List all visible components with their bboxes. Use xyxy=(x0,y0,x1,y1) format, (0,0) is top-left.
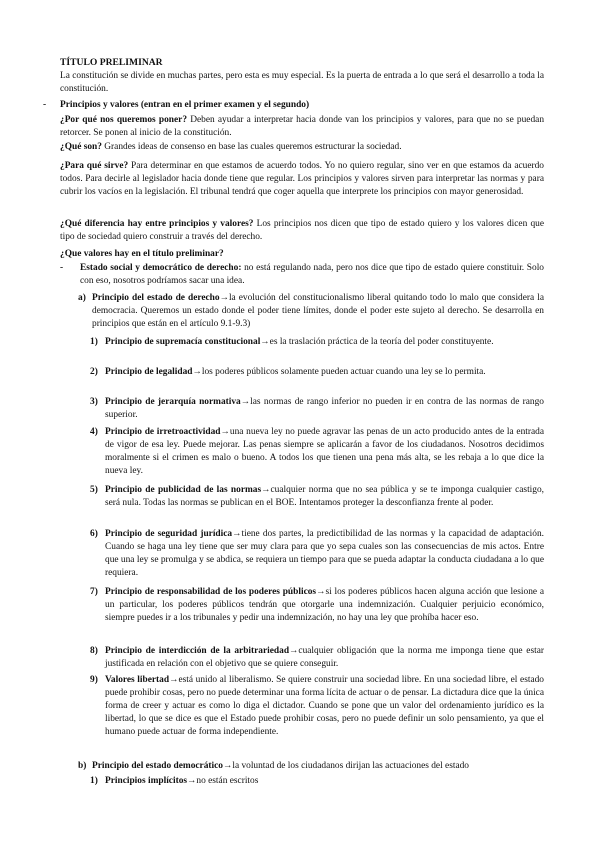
list-item xyxy=(105,336,544,349)
arrow-glyph: → xyxy=(169,675,179,685)
question-label: ¿Qué diferencia hay entre principios y valores? xyxy=(60,219,254,229)
question-label: ¿Que valores hay en el título preliminar? xyxy=(60,249,224,259)
principle-text: es la traslación práctica de la teoría del poder constituyente. xyxy=(269,337,494,347)
arrow-glyph: → xyxy=(316,587,326,597)
principle-label: Principio de interdicción de la arbitrariedad xyxy=(105,646,290,656)
list-item xyxy=(105,426,544,478)
list-item xyxy=(105,645,544,671)
arrow-glyph: → xyxy=(240,397,251,407)
list-marker: 3) xyxy=(90,397,98,407)
arrow-glyph: → xyxy=(232,529,242,539)
list-marker: 5) xyxy=(90,485,98,495)
list-item xyxy=(105,775,544,788)
principle-text: cualquier norma que no sea pública y se te imponga cualquier castigo, será nula. Todas las normas se publican en el BOE. Intentamos proteger la desconfianza frente al poder. xyxy=(105,485,545,509)
principle-paragraph xyxy=(92,760,544,773)
arrow-glyph: → xyxy=(192,367,202,377)
intro-text: La constitución se divide en muchas partes, pero esta es muy especial. Es la puerta de entrada a lo que será el desarrollo a toda la constitución. xyxy=(60,71,544,95)
question-paragraph xyxy=(60,218,544,244)
list-marker: 7) xyxy=(90,587,98,597)
principle-label: Principio de legalidad xyxy=(105,367,193,377)
bullet-dash: - xyxy=(60,263,64,273)
principle-label: Valores libertad xyxy=(105,675,170,685)
question-label: ¿Por qué nos queremos poner? xyxy=(60,115,188,125)
list-marker: a) xyxy=(78,293,86,303)
principle-text: las normas de rango inferior no pueden ir en contra de las normas de rango superior. xyxy=(105,397,544,421)
principle-text: está unido al liberalismo. Se quiere construir una sociedad libre. En una sociedad libre, el estado puede prohibir cosas, pero no puede determinar una forma lícita de actuar o de pensar. La dictadura dice que la única forma de creer y actuar es como lo diga el dictador. Cuando se pone que un valor del ordenamiento jurídico es la libertad, lo que se dice es que el Estado puede prohibir cosas, pero no puede definir un solo pensamiento, ya que el humano puede actuar de forma independiente. xyxy=(105,675,544,738)
principle-label: Principio de responsabilidad de los poderes públicos xyxy=(105,587,317,597)
list-item xyxy=(105,586,544,625)
principle-label: Principio de jerarquía normativa xyxy=(105,397,241,407)
list-marker: 1) xyxy=(90,776,98,786)
principle-text: los poderes públicos solamente pueden actuar cuando una ley se lo permita. xyxy=(201,367,486,377)
list-marker: 6) xyxy=(90,529,98,539)
list-item xyxy=(105,528,544,580)
question-text: Grandes ideas de consenso en base las cuales queremos estructurar la sociedad. xyxy=(101,142,402,152)
arrow-glyph: → xyxy=(220,427,230,437)
arrow-glyph: → xyxy=(261,485,271,495)
list-marker: 4) xyxy=(90,427,98,437)
principle-label: Principio de seguridad jurídica xyxy=(105,529,233,539)
arrow-glyph: → xyxy=(289,646,299,656)
principle-text: no están escritos xyxy=(196,776,259,786)
list-marker: b) xyxy=(78,761,87,771)
list-item xyxy=(105,674,544,739)
question-text: Para determinar en que estamos de acuerdo todos. Yo no quiero regular, sino ver en que estamos da acuerdo todos. Para decirle al legislador hacia donde tiene que regular. Los principios y valores sirven para interpretar las normas y para cubrir los vacíos en la legislación. El tribunal tendrá que coger aquella que interprete los principios con mayor generosidad. xyxy=(60,161,544,198)
arrow-glyph: → xyxy=(260,337,270,347)
list-item xyxy=(105,484,544,510)
section-heading-principios: Principios y valores (entran en el primer examen y el segundo) xyxy=(60,100,310,110)
principle-text: la evolución del constitucionalismo liberal quitando todo lo malo que considera la democracia. Queremos un estado donde el poder tiene límites, donde el poder este sujeto al derecho. Se desarrolla en principios que están en el artículo 9.1-9.3) xyxy=(92,293,544,330)
question-label: ¿Qué son? xyxy=(60,142,102,152)
principle-text: una nueva ley no puede agravar las penas de un acto producido antes de la entrada de vigor de esa ley. Puede mejorar. Las penas siempre se aplicarán a favor de los ciudadanos. Nosotros decidimos moralmente si el crimen es malo o bueno. A todos los que tienen una pena más alta, se les rebaja a lo que dice la nueva ley. xyxy=(105,427,544,477)
list-marker: 8) xyxy=(90,646,98,656)
principle-paragraph xyxy=(92,292,544,331)
principle-text: tiene dos partes, la predictibilidad de las normas y la capacidad de adaptación. Cuando se haga una ley tiene que ser muy clara para que yo sepa cuales son las consecuencias de mis actos. Entre que una ley se promulga y se abdica, se requiera un tiempo para que se pueda adaptar la conducta ciudadana a lo que requiera. xyxy=(105,529,544,579)
principle-label: Principio del estado de derecho xyxy=(92,293,220,303)
section-paragraph-estado-social xyxy=(80,262,544,288)
intro-paragraph xyxy=(60,70,544,96)
principle-label: Principios implícitos xyxy=(105,776,188,786)
list-item xyxy=(105,366,544,379)
list-item xyxy=(105,396,544,422)
question-paragraph xyxy=(60,160,544,199)
principle-label: Principio de irretroactividad xyxy=(105,427,221,437)
question-paragraph xyxy=(60,114,544,140)
question-text: Los principios nos dicen que tipo de estado quiero y los valores dicen que tipo de sociedad quiero construir a través del derecho. xyxy=(60,219,544,243)
question-text: Deben ayudar a interpretar hacia donde van los principios y valores, para que no se puedan retorcer. Se ponen al inicio de la constitución. xyxy=(60,115,545,139)
arrow-glyph: → xyxy=(219,293,229,303)
principle-label: Principio de supremacía constitucional xyxy=(105,337,261,347)
section-heading-estado-social: Estado social y democrático de derecho: xyxy=(80,263,242,273)
principle-label: Principio del estado democrático xyxy=(92,761,223,771)
question-paragraph xyxy=(60,141,544,154)
arrow-glyph: → xyxy=(222,761,233,771)
arrow-glyph: → xyxy=(187,776,197,786)
list-marker: 2) xyxy=(90,367,98,377)
principle-text: la voluntad de los ciudadanos dirijan las actuaciones del estado xyxy=(232,761,469,771)
principle-text: si los poderes públicos hacen alguna acción que lesione a un particular, los poderes públicos tendrán que otorgarle una indemnización. Cualquier perjuicio económico, siempre puedes ir a los tribunales y pedir una indemnización, no hay una ley que prohíba hacer eso. xyxy=(105,587,544,624)
list-marker: 9) xyxy=(90,675,98,685)
section-text: no está regulando nada, pero nos dice que tipo de estado quiere constituir. Solo con eso, nosotros podríamos sacar una idea. xyxy=(80,263,544,287)
principle-label: Principio de publicidad de las normas xyxy=(105,485,262,495)
list-marker: 1) xyxy=(90,337,98,347)
question-label: ¿Para qué sirve? xyxy=(60,161,129,171)
principle-text: cualquier obligación que la norma me imponga tiene que estar justificada en relación con el objetivo que se quiere conseguir. xyxy=(105,646,544,670)
document-title: TÍTULO PRELIMINAR xyxy=(60,57,163,68)
bullet-dash: - xyxy=(43,100,47,110)
